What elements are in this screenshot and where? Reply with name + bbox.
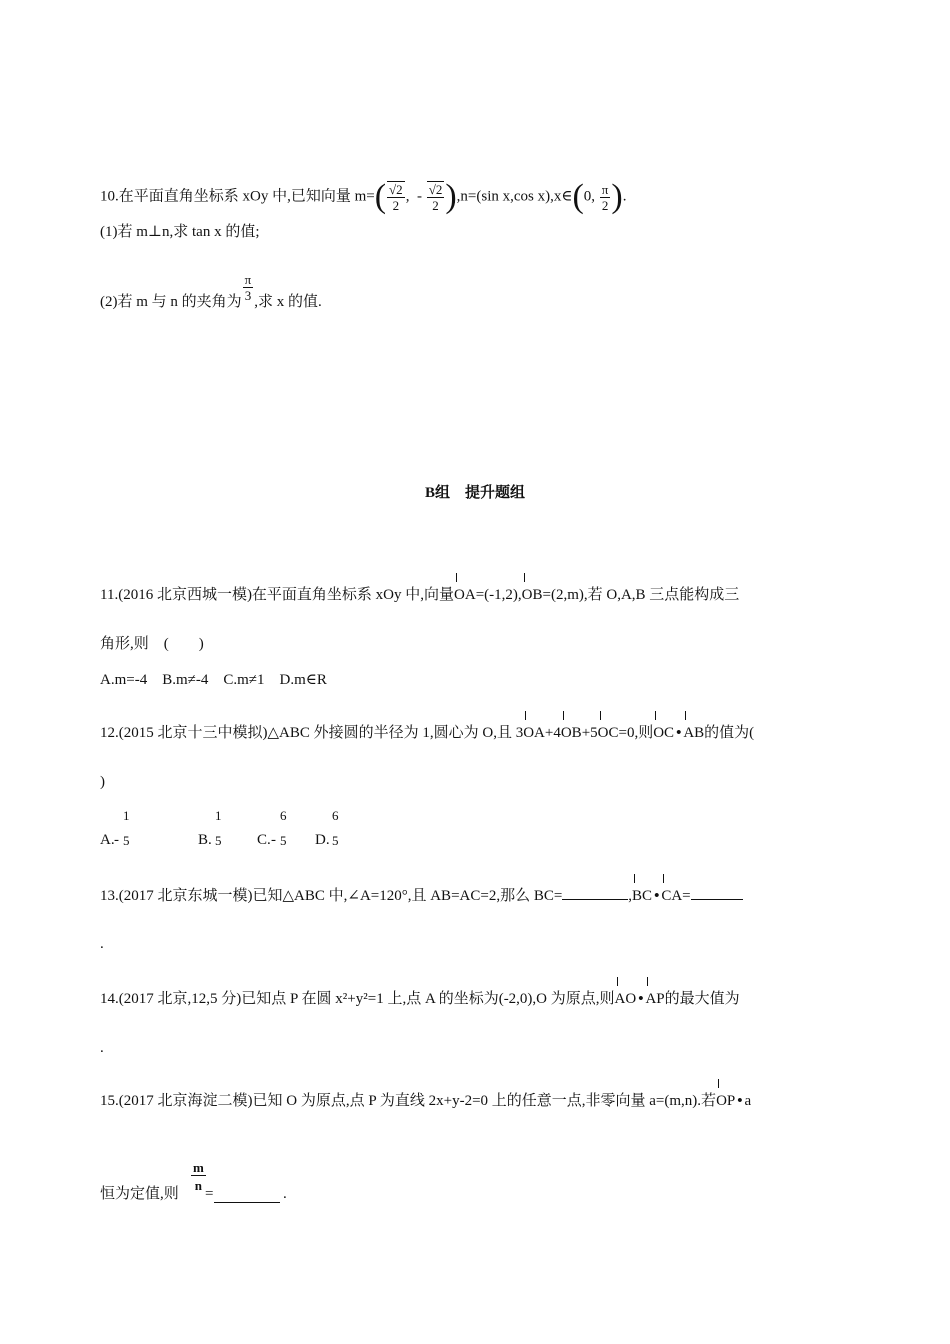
q11-line2: 角形,则 ( ) [100, 636, 204, 652]
q14-end: . [100, 1040, 104, 1056]
vector-ao: AO [615, 983, 637, 1009]
answer-blank-2[interactable] [691, 899, 743, 900]
q12-line2: ) [100, 774, 105, 790]
m-over-n-fraction: $\frac{m}{n}$ [193, 1160, 204, 1193]
m-y-fraction: $\frac{√2}{2}$ [428, 182, 443, 213]
vector-ab: AB [683, 717, 704, 743]
option-c-fraction: 6 5 [280, 808, 287, 848]
vector-oa: OA [523, 717, 545, 743]
m-x-fraction: $\frac{√2}{2}$ [389, 182, 403, 213]
q14-stem: 14.(2017 北京,12,5 分)已知点 P 在圆 x²+y²=1 上,点 A 的坐标为(-2,0),O 为原点,则AO • AP的最大值为 [100, 983, 740, 1009]
angle-fraction: $\frac{\pi}{3}$ [244, 272, 252, 303]
vector-oc-2: OC [653, 717, 674, 743]
q10-stem: 10.在平面直角坐标系 xOy 中,已知向量 m=( $\frac{√2}{2}$ , - $\frac{√2}{2}$ ),n=(sin x,cos x),x∈(0, $\frac{\pi}{2}$ ). [100, 178, 627, 215]
vector-ob: OB [561, 717, 582, 743]
vector-bc: BC [632, 880, 652, 906]
answer-blank[interactable] [562, 899, 628, 900]
answer-blank[interactable] [214, 1184, 280, 1203]
q15-stem: 15.(2017 北京海淀二模)已知 O 为原点,点 P 为直线 2x+y-2=0 上的任意一点,非零向量 a=(m,n).若OP • a [100, 1085, 751, 1111]
vector-ap: AP [645, 983, 664, 1009]
q13-end: . [100, 936, 104, 952]
interval-fraction: $\frac{\pi}{2}$ [601, 181, 609, 213]
vector-ca: CA [661, 880, 682, 906]
q12-stem: 12.(2015 北京十三中模拟)△ABC 外接圆的半径为 1,圆心为 O,且 3OA+4OB+5OC=0,则OC • AB的值为( [100, 717, 754, 743]
option-a-fraction: 1 5 [123, 808, 130, 848]
option-d-fraction: 6 5 [332, 808, 339, 848]
q10-stem-text-2: ,n=(sin x,cos x),x∈ [456, 188, 573, 205]
vector-oa: OA [454, 579, 476, 605]
section-title: B组 提升题组 [424, 485, 525, 501]
q13-stem: 13.(2017 北京东城一模)已知△ABC 中,∠A=120°,且 AB=AC=2,那么 BC= ,BC • CA= [100, 880, 743, 906]
q11-options: A.m=-4 B.m≠-4 C.m≠1 D.m∈R [100, 672, 327, 688]
vector-oc: OC [598, 717, 619, 743]
option-b-fraction: 1 5 [215, 808, 222, 848]
q11-stem: 11.(2016 北京西城一模)在平面直角坐标系 xOy 中,向量OA=(-1,2),OB=(2,m),若 O,A,B 三点能构成三 [100, 579, 739, 605]
q10-stem-text: 10.在平面直角坐标系 xOy 中,已知向量 m= [100, 188, 375, 205]
q10-part1: (1)若 m⊥n,求 tan x 的值; [100, 224, 260, 240]
q10-part2: (2)若 m 与 n 的夹角为 $\frac{\pi}{3}$ ,求 x 的值. [100, 272, 322, 310]
vector-ob: OB [522, 579, 543, 605]
vector-op: OP [716, 1085, 735, 1111]
